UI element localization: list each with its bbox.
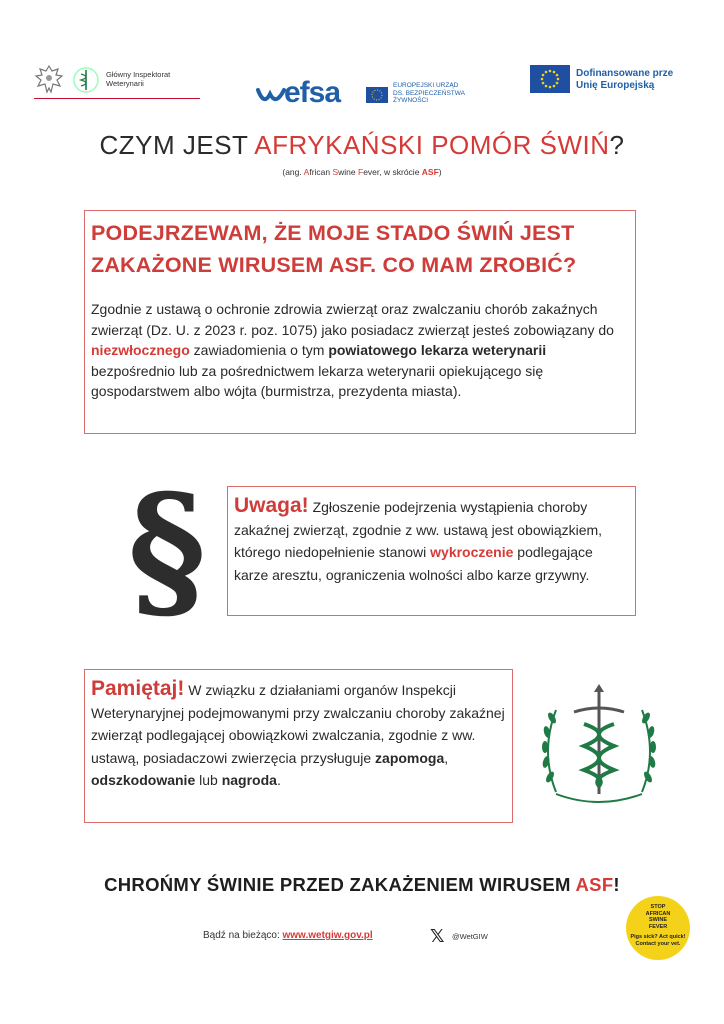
emphasis-compensation: odszkodowanie bbox=[91, 772, 196, 788]
giw-name bbox=[106, 70, 170, 88]
emphasis-immediate: niezwłocznego bbox=[91, 342, 190, 358]
giw-name-line1: Główny Inspektorat bbox=[106, 70, 171, 79]
giw-divider bbox=[34, 98, 200, 99]
website-link[interactable]: www.wetgiw.gov.pl bbox=[282, 930, 373, 941]
efsa-agency-name bbox=[393, 82, 465, 105]
emphasis-allowance: zapomoga bbox=[375, 749, 445, 766]
title-highlight: AFRYKAŃSKI POMÓR ŚWIŃ bbox=[254, 130, 610, 160]
suspicion-box bbox=[84, 210, 636, 434]
page-subtitle bbox=[0, 167, 724, 177]
efsa-wordmark: efsa bbox=[284, 76, 341, 109]
eu-flag-small-icon bbox=[366, 87, 388, 103]
slogan-main: CHROŃMY ŚWINIE PRZED ZAKAŻENIEM WIRUSEM bbox=[104, 874, 576, 895]
subtitle-letter-f: F bbox=[358, 167, 364, 177]
suspicion-heading-line2: ZAKAŻONE WIRUSEM ASF. CO MAM ZROBIĆ? bbox=[91, 253, 577, 277]
suspicion-heading-line1: PODEJRZEWAM, ŻE MOJE STADO ŚWIŃ JEST bbox=[91, 221, 575, 245]
warning-lead: Uwaga! bbox=[234, 494, 309, 517]
emphasis-offense: wykroczenie bbox=[430, 544, 514, 560]
body-text: . bbox=[276, 772, 281, 788]
body-text: bezpośrednio lub za pośrednictwem lekarza weterynarii opiekującego się gospodarstwem albo wójta (burmistrza, prezydenta miasta). bbox=[91, 362, 544, 399]
subtitle-letter-a: A bbox=[303, 167, 310, 177]
suspicion-body bbox=[91, 299, 627, 402]
subtitle-part: frican bbox=[309, 167, 333, 177]
badge-line: FEVER bbox=[648, 923, 668, 930]
badge-line: AFRICAN bbox=[645, 910, 671, 917]
remember-body bbox=[91, 678, 506, 792]
suspicion-heading bbox=[91, 217, 576, 281]
title-prefix: CZYM JEST bbox=[99, 130, 255, 160]
stop-asf-badge bbox=[626, 896, 690, 960]
eu-line1: Dofinansowane prze bbox=[576, 68, 674, 79]
eu-flag-icon bbox=[530, 65, 570, 93]
efsa-line3: ŻYWNOŚCI bbox=[393, 97, 429, 104]
subtitle-part: wine bbox=[338, 167, 358, 177]
subtitle-part: (ang. bbox=[282, 167, 304, 177]
badge-line: SWINE bbox=[648, 917, 668, 923]
emphasis-reward: nagroda bbox=[221, 772, 277, 788]
subtitle-asf: ASF bbox=[421, 167, 439, 177]
slogan bbox=[0, 874, 724, 896]
badge-line: Pigs sick? Act quick! bbox=[630, 934, 686, 940]
footer-label: Bądź na bieżąco: bbox=[203, 930, 283, 941]
body-text: podlegające karze aresztu, ograniczenia wolności albo karze grzywny. bbox=[234, 544, 593, 583]
giw-logo bbox=[34, 64, 204, 98]
title-suffix: ? bbox=[609, 130, 625, 160]
remember-lead: Pamiętaj! bbox=[91, 677, 185, 700]
footer-info bbox=[203, 930, 373, 941]
badge-line: Contact your vet. bbox=[635, 940, 681, 947]
slogan-end: ! bbox=[613, 874, 620, 895]
body-text: W związku z działaniami organów Inspekcji Weterynaryjnej podejmowanymi przy zwalczaniu choroby zakaźnej zwierząt podlegającej obowiązkowi zwalczania, zgodnie z ww. ustawą, posiadaczowi zwierzęcia przysługuje bbox=[91, 682, 505, 766]
slogan-asf: ASF bbox=[575, 874, 614, 895]
remember-box bbox=[84, 669, 513, 823]
body-text: zawiadomienia o tym bbox=[189, 342, 329, 358]
efsa-line2: DS. BEZPIECZEŃSTWA bbox=[393, 89, 465, 97]
eu-funding-text bbox=[576, 68, 673, 92]
eu-funding-logo bbox=[530, 65, 680, 97]
body-text: lub bbox=[195, 772, 222, 788]
polish-eagle-icon bbox=[34, 64, 64, 96]
page-title bbox=[0, 130, 724, 161]
body-text: Zgłoszenie podejrzenia wystąpienia choroby zakaźnej zwierząt, zgodnie z ww. ustawą jest obowiązkiem, którego niedopełnienie stanowi bbox=[234, 499, 603, 560]
caduceus-small-icon bbox=[72, 66, 100, 94]
veterinary-wreath-icon bbox=[536, 682, 662, 812]
x-handle[interactable]: @WetGIW bbox=[452, 932, 488, 941]
subtitle-part: ever, w skrócie bbox=[363, 167, 422, 177]
efsa-wave-icon bbox=[256, 86, 286, 106]
emphasis-district-vet: powiatowego lekarza weterynarii bbox=[328, 342, 547, 358]
body-text: , bbox=[444, 749, 449, 766]
warning-box bbox=[227, 486, 636, 616]
subtitle-letter-s: S bbox=[332, 167, 339, 177]
stop-badge-text bbox=[626, 904, 690, 947]
section-sign-icon: § bbox=[127, 462, 207, 638]
subtitle-part: ) bbox=[438, 167, 442, 177]
badge-line: STOP bbox=[650, 904, 666, 910]
efsa-line1: EUROPEJSKI URZĄD bbox=[393, 82, 459, 89]
eu-line2: Unię Europejską bbox=[576, 80, 655, 91]
warning-body bbox=[234, 495, 629, 586]
giw-name-line2: Weterynarii bbox=[106, 79, 144, 88]
x-logo-icon[interactable]: 𝕏 bbox=[430, 926, 445, 946]
body-text: Zgodnie z ustawą o ochronie zdrowia zwierząt oraz zwalczaniu chorób zakaźnych zwierząt (Dz. U. z 2023 r. poz. 1075) jako posiadacz zwierząt jesteś zobowiązany do bbox=[91, 301, 614, 338]
efsa-logo bbox=[256, 76, 476, 114]
